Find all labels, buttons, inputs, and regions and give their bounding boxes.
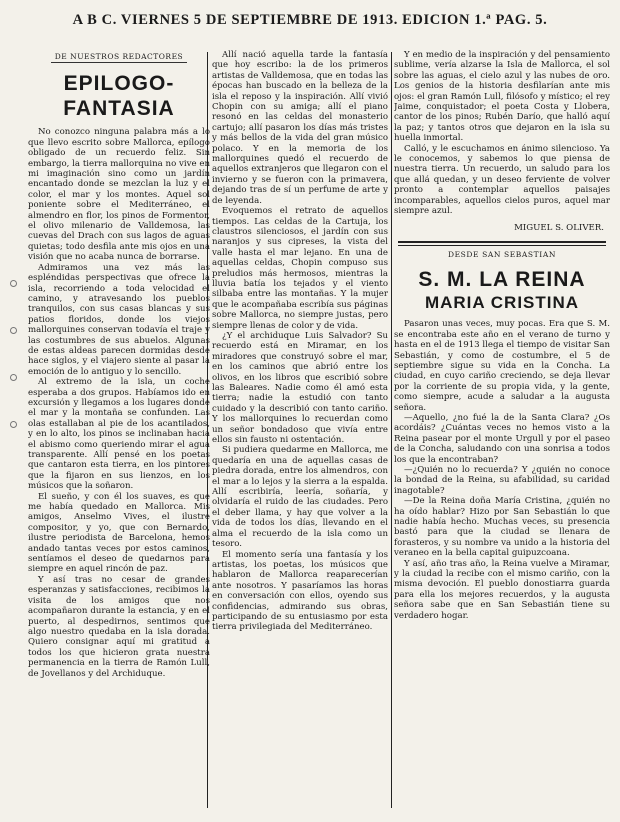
binding-hole-mark — [10, 374, 17, 381]
paragraph: Pasaron unas veces, muy pocas. Era que S. M. se encontraba este año en el verano de turno y hasta en el de 1913 llega el tiempo de visitar San Sebastián, y como de costumbre, el 5 de septiembre sigue su vida en la Concha. La ciudad, en cuyo cariño creciendo, se deja llevar por la corriente de su propia vida, y la gente, como siempre, acude a saludar a la augusta señora. — [394, 319, 610, 413]
paragraph: Allí nació aquella tarde la fantasía que hoy escribo: la de los primeros artistas de Valldemosa, que en todas las épocas han buscado en la belleza de la isla el reposo y la inspiración. Allí vivió Chopin con su amiga; allí el piano resonó en las celdas del monasterio cartujo; allí pasaron los días más tristes y más bellos de la vida del gran músico polaco. Y en la memoria de los mallorquines quedó el recuerdo de aquellos extranjeros que llegaron con el invierno y se fueron con la primavera, dejando tras de sí un perfume de arte y de leyenda. — [212, 50, 388, 206]
column-3 — [394, 50, 610, 816]
article-kicker: DESDE SAN SEBASTIAN — [447, 249, 557, 259]
page-header — [0, 0, 620, 46]
paragraph: Calló, y le escuchamos en ánimo silencioso. Ya le conocemos, y sabemos lo que piensa de nuestra tierra. Un recuerdo, un saludo para los que allá quedan, y un deseo ferviente de volver pronto a contemplar aquellos paisajes incomparables, aquellos cielos puros, aquel mar siempre azul. — [394, 143, 610, 217]
paragraph: ¿Y el archiduque Luis Salvador? Su recuerdo está en Miramar, en los miradores que construyó sobre el mar, en los caminos que abrió entre los olivos, en los libros que escribió sobre las Baleares. Nadie como él amó esta tierra; nadie la estudió con tanto cuidado y la describió con tanto cariño. Y los mallorquines lo recuerdan como un señor bondadoso que vivía entre ellos sin fausto ni ostentación. — [212, 330, 388, 446]
page-header-title: A B C. VIERNES 5 DE SEPTIEMBRE DE 1913. EDICION 1.ª PAG. 5. — [72, 12, 548, 28]
paragraph: El momento sería una fantasía y los artistas, los poetas, los músicos que hablaron de Mallorca reaparecerían ante nosotros. Y pasaríamos las horas en conversación con ellos, oyendo sus confidencias, admirando sus obras, participando de su entusiasmo por esta tierra privilegiada del Mediterráneo. — [212, 549, 388, 633]
section-divider-thin — [398, 245, 606, 246]
article-kicker: DE NUESTROS REDACTORES — [51, 52, 187, 63]
binding-hole-mark — [10, 421, 17, 428]
paragraph: Y así tras no cesar de grandes esperanzas y satisfacciones, recibimos la visita de los amigos que nos acompañaron durante la estancia, y en el puerto, al despedirnos, sentimos que algo nuestro quedaba en la isla dorada. Quiero consignar aquí mi gratitud a todos los que hicieron grata nuestra permanencia en la tierra de Ramón Lull, de Jovellanos y del Archiduque. — [28, 574, 210, 679]
paragraph: Al extremo de la isla, un coche esperaba a dos grupos. Habíamos ido en excursión y llegamos a los lugares donde el mar y la montaña se confunden. Las olas estallaban al pie de los acantilados, y en lo alto, los pinos se inclinaban hacia el abismo como queriendo mirar el agua transparente. Allí pensé en los poetas que cantaron esta tierra, en los pintores que la fijaron en sus lienzos, en los músicos que la soñaron. — [28, 377, 210, 492]
paragraph: Evoquemos el retrato de aquellos tiempos. Las celdas de la Cartuja, los claustros silenciosos, el jardín con sus naranjos y sus cipreses, la vista del valle hasta el mar lejano. En una de aquellas celdas, Chopin compuso sus preludios más hermosos, mientras la lluvia batía los tejados y el viento silbaba entre las montañas. Y la mujer que le acompañaba escribía sus páginas sobre Mallorca, no siempre justas, pero siempre llenas de color y de vida. — [212, 206, 388, 331]
article-title-line-1: S. M. LA REINA — [418, 268, 586, 292]
paragraph: —Aquello, ¿no fué la de la Santa Clara? ¿Os acordáis? ¿Cuántas veces no hemos visto a la Reina pasear por el monte Urgull y por el paseo de la Concha, saludando con una sonrisa a todos los que la encontraban? — [394, 412, 610, 465]
binding-hole-mark — [10, 280, 17, 287]
article-kicker-wrap — [28, 50, 210, 63]
paragraph: Admiramos una vez más las espléndidas perspectivas que ofrece la isla, recorriendo a toda velocidad el camino, y atravesando los pueblos tranquilos, con sus casas blancas y sus patios floridos, donde los viejos mallorquines conservan todavía el traje y las costumbres de sus abuelos. Algunas de estas aldeas parecen dormidas desde hace siglos, y el viajero siente al pasar la emoción de lo antiguo y lo sencillo. — [28, 262, 210, 377]
column-2 — [212, 50, 388, 816]
column-1 — [28, 50, 210, 816]
article-title: EPILOGO-FANTASIA — [63, 72, 175, 121]
paragraph: No conozco ninguna palabra más a lo que llevo escrito sobre Mallorca, epílogo obligado de un recuerdo feliz. Sin embargo, la tierra mallorquina no vive en mi imaginación sino como un jardín encantado donde se mezclan la luz y el color, el mar y los montes. Aquel sol poniente sobre el Mediterráneo, el almendro en flor, los pinos de Formentor, el olivo milenario de Valldemosa, las cuevas del Drach con sus lagos de aguas quietas; todo desfila ante mis ojos en una visión que no acaba nunca de borrarse. — [28, 127, 210, 263]
paragraph: El sueño, y con él los suaves, es que me había quedado en Mallorca. Mis amigos, Anselmo Vives, el ilustre compositor, y yo, que con Bernardo, ilustre periodista de Barcelona, hemos andado tantas veces por estos caminos, sentíamos el deseo de quedarnos para siempre en aquel rincón de paz. — [28, 491, 210, 575]
paragraph: —De la Reina doña María Cristina, ¿quién no ha oído hablar? Hizo por San Sebastián lo que nadie había hecho. Muchas veces, su presencia bastó para que la ciudad se llenara de forasteros, y su nombre va unido a la historia del veraneo en la bella capital guipuzcoana. — [394, 496, 610, 559]
article-title-line-2: MARIA CRISTINA — [424, 293, 580, 313]
paragraph: Y en medio de la inspiración y del pensamiento sublime, vería alzarse la Isla de Mallorca, el sol sobre las aguas, el cielo azul y las nubes de oro. Los genios de la historia desfilarían ante mis ojos: el gran Ramón Lull, filósofo y místico; el rey Jaime, conquistador; el poeta Costa y Llobera, cantor de los pinos; Rubén Darío, que halló aquí la paz; y tantos otros que dejaron en la isla su huella inmortal. — [394, 50, 610, 144]
paragraph: Y así, año tras año, la Reina vuelve a Miramar, y la ciudad la recibe con el mismo cariño, con la misma devoción. El pueblo donostiarra guarda para ella los mejores recuerdos, y la augusta señora sabe que en San Sebastián tiene su verdadero hogar. — [394, 558, 610, 621]
paragraph: Si pudiera quedarme en Mallorca, me quedaría en una de aquellas casas de piedra dorada, entre los almendros, con el mar a lo lejos y la sierra a la espalda. Allí escribiría, leería, soñaría, y olvidaría el ruido de las ciudades. Pero el deber llama, y hay que volver a la vida de todos los días, llevando en el alma el recuerdo de la isla como un tesoro. — [212, 445, 388, 550]
binding-hole-mark — [10, 327, 17, 334]
paragraph: —¿Quién no lo recuerda? Y ¿quién no conoce la bondad de la Reina, su afabilidad, su caridad inagotable? — [394, 465, 610, 496]
section-divider — [398, 241, 606, 243]
author-signature: MIGUEL S. OLIVER. — [514, 222, 604, 233]
margin-marks — [6, 280, 20, 468]
column-divider — [391, 52, 392, 808]
